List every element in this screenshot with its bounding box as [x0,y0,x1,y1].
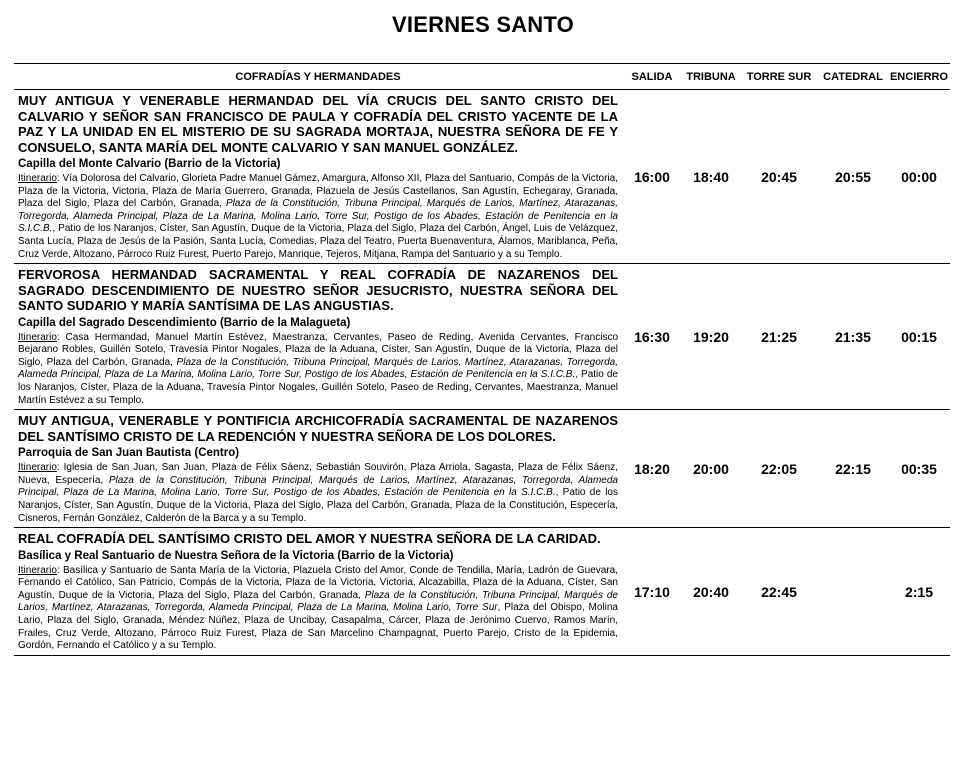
torre-sur-time: 22:05 [740,410,818,528]
itinerary-text: : Iglesia de San Juan, San Juan, Plaza de Félix Sáenz, Sebastián Souvirón, Plaza Arriola, Sagasta, Plaza de Félix Sáenz, Nueva, Especería, [18,462,618,486]
catedral-time: 21:35 [818,264,888,410]
tribuna-time: 18:40 [682,90,740,264]
table-row [14,90,950,264]
cofradia-name: MUY ANTIGUA, VENERABLE Y PONTIFICIA ARCHICOFRADÍA SACRAMENTAL DE NAZARENOS DEL SANTÍSIMO CRISTO DE LA REDENCIÓN Y NUESTRA SEÑORA DE LOS DOLORES. [18,413,618,444]
catedral-time [818,528,888,656]
itinerary-label: Itinerario [18,564,57,576]
cofradia-name: FERVOROSA HERMANDAD SACRAMENTAL Y REAL COFRADÍA DE NAZARENOS DEL SAGRADO DESCENDIMIENTO DE NUESTRO SEÑOR JESUCRISTO, NUESTRA SEÑORA DEL SANTO SUDARIO Y MARÍA SANTÍSIMA DE LAS ANGUSTIAS. [18,267,618,314]
header-row [14,64,950,90]
itinerary-official-route: Plaza de la Constitución, Tribuna Principal, Marqués de Larios, Martínez, Atarazanas, Torregorda, Alameda Principal, Plaza de La Marina, Molina Lario, Torre Sur, Postigo de los Abades, Estación de Penitencia en la S.I.C.B. [18,474,618,499]
church-name: Parroquia de San Juan Bautista (Centro) [18,447,240,460]
itinerary [18,565,618,653]
encierro-time: 00:00 [888,90,950,264]
itinerary [18,332,618,408]
itinerary [18,173,618,261]
torre-sur-time: 20:45 [740,90,818,264]
itinerary-label: Itinerario [18,331,57,343]
table-row [14,410,950,528]
itinerary-official-route: Plaza de la Constitución, Tribuna Principal, Marqués de Larios, Martínez, Atarazanas, Torregorda, Alameda Principal, Plaza de La Marina, Molina Lario, Torre Sur [18,589,618,614]
itinerary-label: Itinerario [18,173,57,184]
cofradia-cell [14,264,622,410]
col-header-encierro: ENCIERRO [888,64,950,90]
itinerary-text: , Patio de los Naranjos, Císter, San Agustín, Duque de la Victoria, Plaza del Siglo, Plaza del Carbón, Ángel, Luis de Velázquez, Santa Lucía, Plaza de Jesús de la Pasión, Santa Lucía, Comedias, Plaza del Teatro, Puerta Buenaventura, Álamos, Mariblanca, Peña, Cruz Verde, Altozano, Párroco Ruiz Furest, Puerto Parejo, Manrique, Tejeros, Mitjana, Rampa del Santuario y a su Templo. [18,223,618,260]
torre-sur-time: 22:45 [740,528,818,656]
table-body [14,90,950,656]
itinerary-label: Itinerario [18,462,57,474]
cofradia-name: REAL COFRADÍA DEL SANTÍSIMO CRISTO DEL AMOR Y NUESTRA SEÑORA DE LA CARIDAD. [18,531,601,547]
col-header-torre-sur: TORRE SUR [740,64,818,90]
table-row [14,264,950,410]
cofradia-name: MUY ANTIGUA Y VENERABLE HERMANDAD DEL VÍA CRUCIS DEL SANTO CRISTO DEL CALVARIO Y SEÑOR SAN FRANCISCO DE PAULA Y COFRADÍA DEL CRISTO YACENTE DE LA PAZ Y LA UNIDAD EN EL MISTERIO DE SU SAGRADA MORTAJA, NUESTRA SEÑORA DE FE Y CONSUELO, SANTA MARÍA DEL MONTE CALVARIO Y SAN MANUEL GONZÁLEZ. [18,93,618,155]
page-title: VIERNES SANTO [392,12,574,37]
torre-sur-time: 21:25 [740,264,818,410]
catedral-time: 22:15 [818,410,888,528]
tribuna-time: 20:00 [682,410,740,528]
itinerary-text: , Patio de los Naranjos, Císter, Plaza de la Aduana, Travesía Pintor Nogales, Guillén Sotelo, Paseo de Reding, Cervantes, Maestranza, Manuel Martín Estévez a su Templo. [18,369,618,406]
itinerary [18,462,618,525]
itinerary-text: , Plaza del Obispo, Molina Lario, Plaza del Siglo, Granada, Méndez Núñez, Plaza de Uncibay, Casapalma, Cárcer, Plaza de Jerónimo Cuervo, Ramos Marín, Frailes, Cruz Verde, Altozano, Párroco Ruiz Furest, Plaza de San Marcelino Champagnat, Puerto Parejo, Cristo de la Epidemia, Gordón, Fernando el Católico y a su Templo. [18,602,618,652]
col-header-tribuna: TRIBUNA [682,64,740,90]
itinerary-text: , Patio de los Naranjos, Císter, San Agustín, Duque de la Victoria, Plaza del Siglo, Plaza del Carbón, Granada, Plaza de la Constitución, Especería, Cisneros, Fernán González, Calderón de la Barca y a su Templo. [18,487,618,524]
itinerary-text: : Casa Hermandad, Manuel Martín Estévez, Maestranza, Cervantes, Paseo de Reding, Avenida Cervantes, Francisco Bejarano Robles, Guillén Sotelo, Travesía Pintor Nogales, Plaza de la Aduana, Císter, San Agustín, Duque de la Victoria, Plaza del Siglo, Plaza del Carbón, Granada, [18,331,618,368]
col-header-cofradias: COFRADÍAS Y HERMANDADES [14,64,622,90]
church-name: Basílica y Real Santuario de Nuestra Señora de la Victoria (Barrio de la Victoria) [18,549,454,562]
encierro-time: 00:15 [888,264,950,410]
salida-time: 16:30 [622,264,682,410]
salida-time: 18:20 [622,410,682,528]
cofradia-cell [14,410,622,528]
tribuna-time: 19:20 [682,264,740,410]
col-header-salida: SALIDA [622,64,682,90]
itinerary-text: : Vía Dolorosa del Calvario, Glorieta Padre Manuel Gámez, Amargura, Alfonso XII, Plaza del Santuario, Compás de la Victoria, Plaza de la Victoria, Victoria, Plaza de María Guerrero, Granada, Plazuela de Jesús Castellanos, San Agustín, Echegaray, Granada, Plaza del Siglo, Plaza del Carbón, Granada, [18,173,618,210]
cofradia-cell [14,528,622,656]
schedule-table [14,63,950,656]
church-name: Capilla del Monte Calvario (Barrio de la Victoria) [18,158,281,170]
encierro-time: 2:15 [888,528,950,656]
col-header-catedral: CATEDRAL [818,64,888,90]
itinerary-official-route: Plaza de la Constitución, Tribuna Principal, Marqués de Larios, Martínez, Atarazanas, Torregorda, Alameda Principal, Plaza de La Marina, Molina Lario, Torre Sur, Postigo de los Abades, Estación de Penitencia en la S.I.C.B. [18,356,618,381]
tribuna-time: 20:40 [682,528,740,656]
itinerary-text: : Basílica y Santuario de Santa María de la Victoria, Plazuela Cristo del Amor, Conde de Tendilla, María, Ladrón de Guevara, Fernando el Católico, San Patricio, Compás de la Victoria, Plaza de la Victoria, Victoria, Alcazabilla, Plaza de la Aduana, Císter, San Agustín, Duque de la Victoria, Plaza del Siglo, Plaza del Carbón, Granada, [18,564,618,601]
church-name: Capilla del Sagrado Descendimiento (Barrio de la Malagueta) [18,316,351,329]
salida-time: 16:00 [622,90,682,264]
encierro-time: 00:35 [888,410,950,528]
cofradia-cell [14,90,622,264]
itinerary-official-route: Plaza de la Constitución, Tribuna Principal, Marqués de Larios, Martínez, Atarazanas, Torregorda, Alameda Principal, Plaza de La Marina, Molina Lario, Torre Sur, Postigo de los Abades, Estación de Penitencia en la S.I.C.B. [18,198,618,235]
catedral-time: 20:55 [818,90,888,264]
table-row [14,528,950,656]
salida-time: 17:10 [622,528,682,656]
